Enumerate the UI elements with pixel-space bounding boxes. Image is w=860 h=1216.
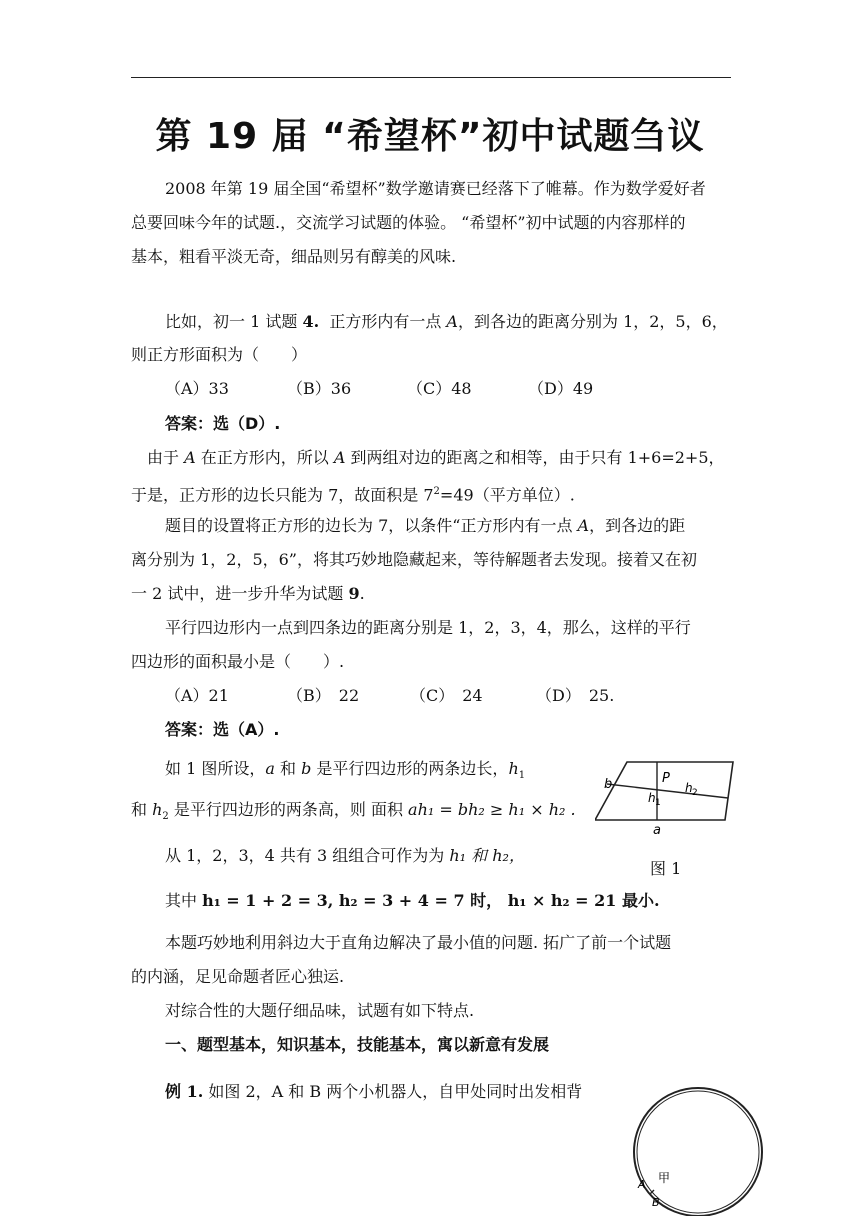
- q2-line-2: 四边形的面积最小是（ ）.: [131, 652, 345, 671]
- sol2-var-h2: h: [152, 800, 163, 819]
- q1-option-c: （C）48: [407, 379, 472, 398]
- header-rule: [131, 77, 731, 78]
- sol1-exponent: 2: [433, 486, 440, 497]
- sol2-l3-text: 从 1，2，3，4 共有 3 组组合可作为为: [165, 846, 450, 865]
- sol2-line-3: [165, 846, 525, 866]
- q1-var-a: A: [446, 312, 458, 331]
- para2-l3-text-a: 一 2 试中，进一步升华为试题: [131, 584, 349, 603]
- sol2-l2-text-b: 是平行四边形的两条高，则 面积: [168, 800, 409, 819]
- para2-line-1: [165, 516, 685, 536]
- sol2-l3-formula: h₁ 和 h₂，: [449, 846, 525, 865]
- fig2-label-a: A: [638, 1178, 646, 1191]
- fig2-label-start: 甲: [658, 1171, 671, 1185]
- intro-line-2: 总要回味今年的试题.，交流学习试题的体验。 “希望杯”初中试题的内容那样的: [131, 213, 686, 232]
- intro-line-1: 2008 年第 19 届全国“希望杯”数学邀请赛已经落下了帷幕。作为数学爱好者: [165, 179, 706, 198]
- circular-track-inner: [637, 1091, 759, 1213]
- sol1-var-a: A: [184, 448, 196, 467]
- q2-option-a: （A）21: [165, 686, 229, 705]
- para2-l3-text-b: .: [359, 584, 365, 603]
- para3-line-1: 本题巧妙地利用斜边大于直角边解决了最小值的问题. 拓广了前一个试题: [165, 933, 672, 952]
- sol2-h2-sub: 2: [162, 811, 169, 823]
- q2-option-b: （B） 22: [287, 686, 360, 705]
- q1-line-1: [165, 312, 728, 332]
- sol2-line-4: [165, 891, 660, 911]
- section1-heading: 一、题型基本，知识基本，技能基本，寓以新意有发展: [165, 1035, 550, 1054]
- figure2-circle-track: [628, 1078, 768, 1216]
- q2-option-c: （C） 24: [410, 686, 483, 705]
- sol2-text-mid: 和: [274, 759, 302, 778]
- sol1-text-b: 在正方形内，所以: [195, 448, 334, 467]
- fig2-label-b: B: [652, 1196, 660, 1209]
- sol2-text-a: 如 1 图所设，: [165, 759, 266, 778]
- sol2-var-a: a: [265, 759, 275, 778]
- para2-text-b: ，到各边的距: [589, 516, 686, 535]
- sol1-l2-text-a: 于是，正方形的边长只能为 7，故面积是 7: [131, 485, 434, 505]
- intro-line-3: 基本，粗看平淡无奇，细品则另有醇美的风味.: [131, 247, 457, 266]
- para2-var-a: A: [577, 516, 590, 535]
- para2-text-a: 题目的设置将正方形的边长为 7，以条件“正方形内有一点: [165, 516, 578, 535]
- para2-line-3: [131, 584, 365, 604]
- q1-text-a: 正方形内有一点: [329, 312, 447, 331]
- para3-line-2: 的内涵，足见命题者匠心独运.: [131, 967, 345, 986]
- sol1-var-a2: A: [333, 448, 346, 467]
- fig1-label-p: P: [662, 771, 670, 786]
- q2-option-d: （D） 25.: [536, 686, 615, 705]
- q1-line-2: 则正方形面积为（ ）: [131, 345, 308, 364]
- sol1-text-c: 到两组对边的距离之和相等，由于只有 1+6=2+5，: [345, 448, 725, 467]
- para2-question-number: 9: [348, 584, 360, 603]
- q1-option-d: （D）49: [528, 379, 594, 398]
- para3-line-3: 对综合性的大题仔细品味，试题有如下特点.: [165, 1001, 475, 1020]
- fig1-label-b: b: [604, 777, 613, 792]
- sol2-l4-text: 其中: [165, 891, 203, 910]
- figure1-caption: 图 1: [650, 859, 682, 878]
- q1-answer: 答案：选（D）.: [165, 414, 281, 433]
- fig1-label-h1: h: [648, 791, 656, 805]
- example1-line: [165, 1082, 582, 1102]
- fig1-label-a: a: [653, 823, 661, 836]
- sol2-l2-text-a: 和: [131, 800, 153, 819]
- figure1-parallelogram: [595, 752, 735, 836]
- height-h2-line: [607, 784, 728, 798]
- example1-label: 例 1.: [165, 1082, 204, 1101]
- sol2-var-h1: h: [508, 759, 519, 778]
- q1-number: 4.: [302, 312, 320, 331]
- fig1-label-h1-sub: 1: [655, 798, 661, 808]
- q1-lead: 比如，初一 1 试题: [165, 312, 303, 331]
- sol1-l2-text-b: =49（平方单位）.: [439, 485, 575, 505]
- sol2-text-b: 是平行四边形的两条边长，: [311, 759, 509, 778]
- q1-option-b: （B）36: [287, 379, 352, 398]
- sol2-var-b: b: [301, 759, 312, 778]
- example1-text: 如图 2，A 和 B 两个小机器人，自甲处同时出发相背: [203, 1082, 583, 1101]
- fig1-label-h2: h: [685, 781, 693, 795]
- sol2-l4-formula: h₁ = 1 + 2 = 3, h₂ = 3 + 4 = 7 时， h₁ × h₂ = 21 最小.: [202, 891, 660, 910]
- q2-answer: 答案：选（A）.: [165, 720, 280, 739]
- sol2-line-2: [131, 800, 576, 827]
- sol1-line-1: [147, 448, 725, 468]
- sol1-line-2: [131, 482, 575, 505]
- sol2-area-formula: ah₁ = bh₂ ≥ h₁ × h₂ .: [408, 800, 576, 819]
- sol1-text-a: 由于: [147, 448, 185, 467]
- fig1-label-h2-sub: 2: [692, 788, 698, 798]
- page-title: 第 19 届 “希望杯”初中试题刍议: [155, 116, 705, 157]
- q2-line-1: 平行四边形内一点到四条边的距离分别是 1，2，3，4，那么，这样的平行: [165, 618, 691, 637]
- q1-text-b: ，到各边的距离分别为 1，2，5，6，: [457, 312, 728, 331]
- sol2-h1-sub: 1: [518, 770, 526, 782]
- sol2-line-1: [165, 759, 525, 786]
- para2-line-2: 离分别为 1，2，5，6”，将其巧妙地隐藏起来，等待解题者去发现。接着又在初: [131, 550, 697, 569]
- q1-option-a: （A）33: [165, 379, 229, 398]
